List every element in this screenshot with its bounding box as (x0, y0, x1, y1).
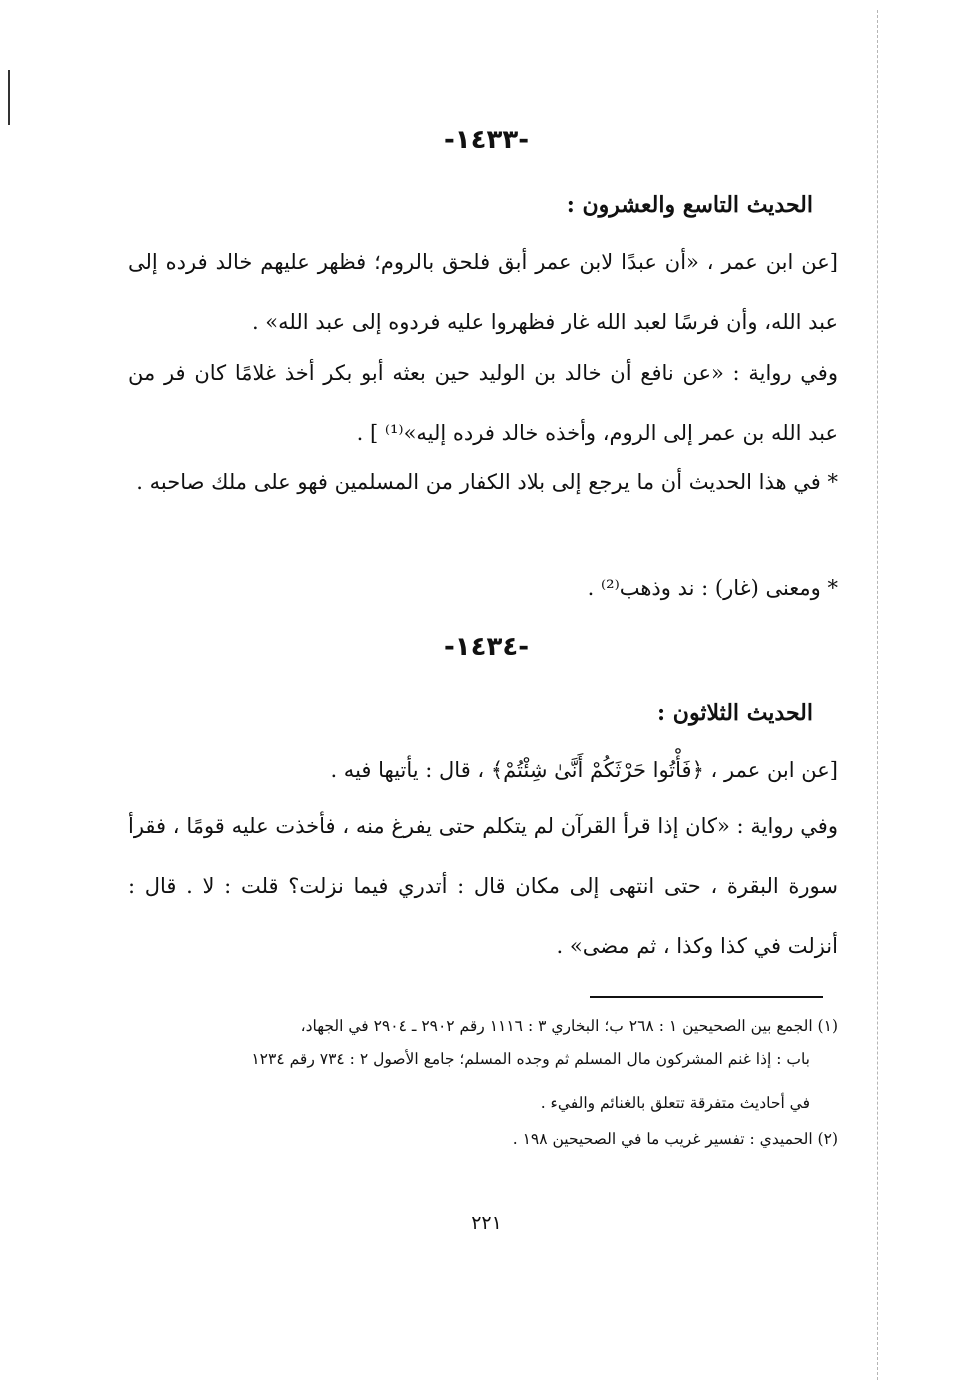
hadith-29-text: [عن ابن عمر ، «أن عبدًا لابن عمر أبق فلحق بالروم؛ فظهر عليهم خالد فرده إلى عبد الله، وأن فرسًا لعبد الله غار فظهروا عليه فردوه إلى عبد الله» . (128, 250, 838, 334)
footnote-2: (٢) الحميدي : تفسير غريب ما في الصحيحين ١٩٨ . (512, 1130, 838, 1148)
hadith-29-commentary-1: * في هذا الحديث أن ما يرجع إلى بلاد الكفار من المسلمين فهو على ملك صاحبه . (136, 470, 838, 494)
hadith-30-variant: وفي رواية : «كان إذا قرأ القرآن لم يتكلم حتى يفرغ منه ، فأخذت عليه قومًا ، فقرأ سورة البقرة ، حتى انتهى إلى مكان قال : أتدري فيما نزلت؟ قلت : لا . قال : أنزلت في كذا وكذا ، ثم مضى» . (128, 814, 838, 958)
hadith-29-variant: وفي رواية : «عن نافع أن خالد بن الوليد حين بعثه أبو بكر أخذ غلامًا كان فر من عبد الله بن عمر إلى الروم، وأخذه خالد فرده إليه»⁽¹⁾ ] . (128, 361, 838, 445)
hadith-number-1434: -١٤٣٤- (443, 632, 530, 662)
footnote-1-line-3: في أحاديث متفرقة تتعلق بالغنائم والفيء . (540, 1094, 810, 1112)
hadith-number-1433: -١٤٣٣- (443, 125, 530, 155)
footnote-separator (590, 996, 823, 998)
scan-edge-mark (8, 70, 10, 125)
footnote-1-line-2: باب : إذا غنم المشركون مال المسلم ثم وجده المسلم؛ جامع الأصول ٢ : ٧٣٤ رقم ١٢٣٤ (251, 1050, 810, 1068)
footnote-1-line-1: (١) الجمع بين الصحيحين ١ : ٢٦٨ ب؛ البخاري ٣ : ١١١٦ رقم ٢٩٠٢ ـ ٢٩٠٤ في الجهاد، (300, 1017, 838, 1035)
hadith-heading-29: الحديث التاسع والعشرون : (566, 192, 813, 218)
hadith-29-commentary-2: * ومعنى (غار) : ند وذهب⁽²⁾ . (587, 576, 838, 600)
hadith-30-text: [عن ابن عمر ، ﴿فَأْتُوا حَرْثَكُمْ أَنَّىٰ شِئْتُمْ﴾ ، قال : يأتيها فيه . (330, 758, 838, 782)
hadith-heading-30: الحديث الثلاثون : (657, 700, 813, 726)
page-number: ٢٢١ (471, 1212, 502, 1234)
margin-guide-line (877, 10, 878, 1380)
